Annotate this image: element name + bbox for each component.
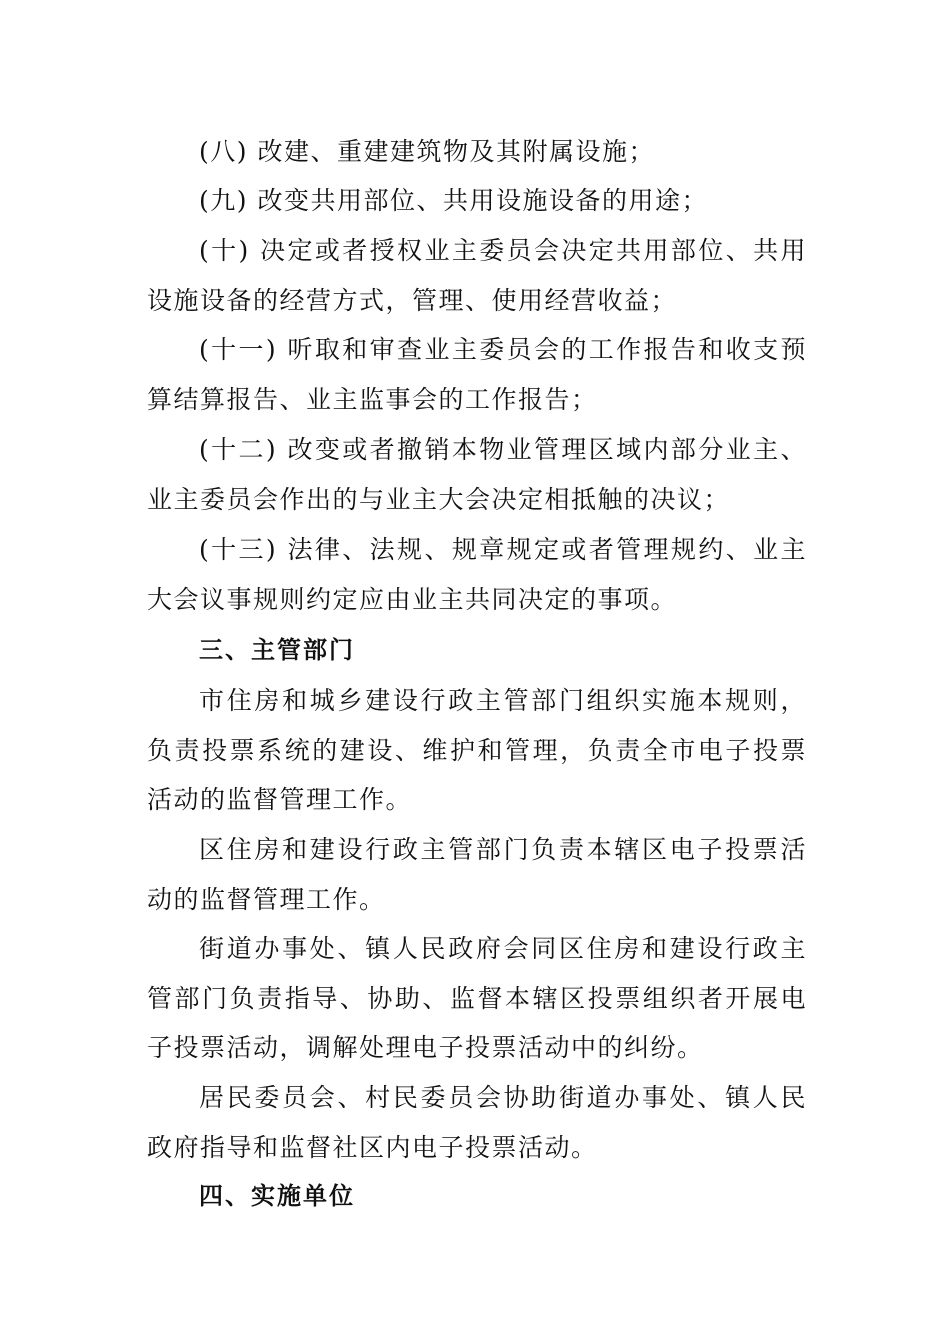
- clause-11: (十一) 听取和审查业主委员会的工作报告和收支预算结算报告、业主监事会的工作报告；: [147, 335, 807, 414]
- section-3-paragraph-4: 居民委员会、村民委员会协助街道办事处、镇人民政府指导和监督社区内电子投票活动。: [147, 1083, 807, 1162]
- clause-12: (十二) 改变或者撤销本物业管理区域内部分业主、业主委员会作出的与业主大会决定相抵触的决议；: [147, 435, 807, 514]
- clause-9: (九) 改变共用部位、共用设施设备的用途；: [199, 186, 708, 215]
- section-3-paragraph-2: 区住房和建设行政主管部门负责本辖区电子投票活动的监督管理工作。: [147, 835, 807, 914]
- section-3-paragraph-1: 市住房和城乡建设行政主管部门组织实施本规则，负责投票系统的建设、维护和管理，负责全市电子投票活动的监督管理工作。: [147, 686, 807, 814]
- clause-10: (十) 决定或者授权业主委员会决定共用部位、共用设施设备的经营方式，管理、使用经营收益；: [147, 236, 807, 315]
- section-heading-3: 三、主管部门: [199, 636, 355, 664]
- clause-8: (八) 改建、重建建筑物及其附属设施；: [199, 137, 655, 166]
- clause-13: (十三) 法律、法规、规章规定或者管理规约、业主大会议事规则约定应由业主共同决定的事项。: [147, 535, 807, 614]
- section-heading-4: 四、实施单位: [199, 1182, 355, 1210]
- section-3-paragraph-3: 街道办事处、镇人民政府会同区住房和建设行政主管部门负责指导、协助、监督本辖区投票组织者开展电子投票活动，调解处理电子投票活动中的纠纷。: [147, 934, 807, 1062]
